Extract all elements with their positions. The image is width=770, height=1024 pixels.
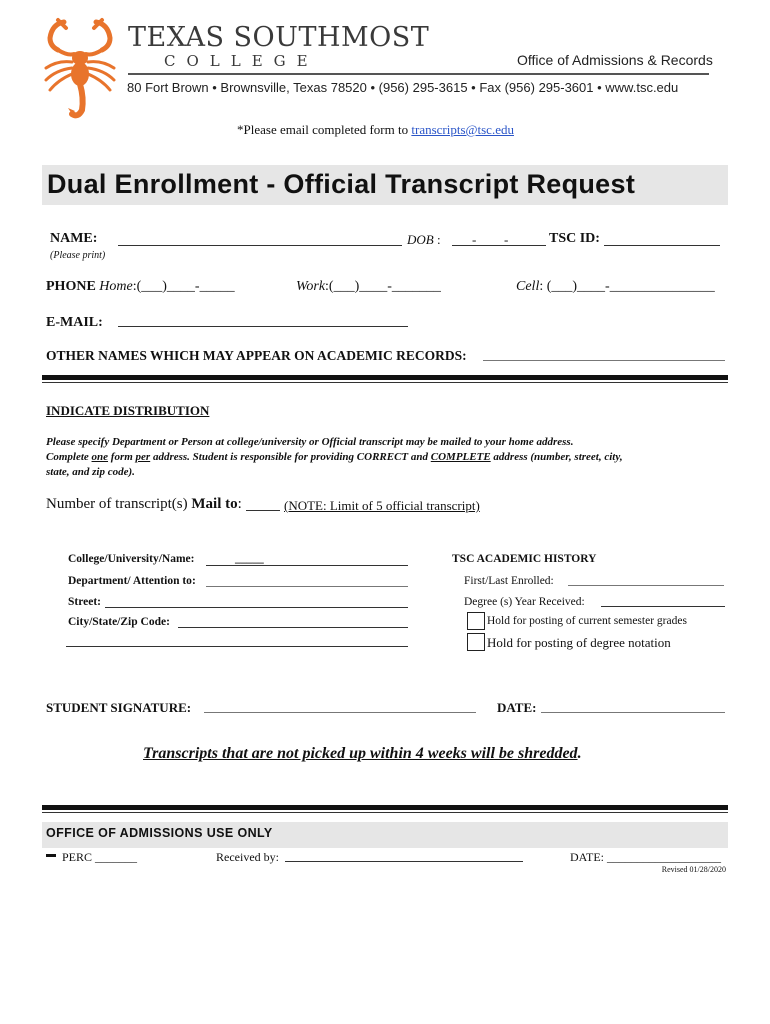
email-link[interactable]: transcripts@tsc.edu bbox=[411, 122, 514, 137]
tsc-id-label: TSC ID: bbox=[549, 231, 600, 246]
city-state-zip-field[interactable] bbox=[178, 627, 408, 628]
work-label: Work bbox=[296, 279, 326, 294]
transcript-count-label bbox=[46, 496, 242, 513]
name-field[interactable] bbox=[118, 245, 402, 246]
hold-grades-label: Hold for posting of current semester grades bbox=[487, 615, 687, 627]
dob-label: DOB bbox=[407, 232, 434, 247]
college-name-label: College/University/Name: bbox=[68, 553, 195, 565]
office-divider-thin bbox=[42, 812, 728, 813]
address-extra-line[interactable] bbox=[66, 646, 408, 647]
department-label-group bbox=[68, 575, 196, 587]
college-name-field[interactable] bbox=[206, 565, 408, 566]
college-address: 80 Fort Brown • Brownsville, Texas 78520 • (956) 295-3615 • Fax (956) 295-3601 • www.tsc.edu bbox=[127, 80, 679, 95]
signature-field[interactable] bbox=[204, 712, 476, 713]
signature-label: STUDENT SIGNATURE: bbox=[46, 700, 192, 715]
office-divider-thick bbox=[42, 805, 728, 810]
transcript-limit-note: (NOTE: Limit of 5 official transcript) bbox=[284, 498, 480, 513]
section-divider-thick bbox=[42, 375, 728, 380]
instr2-one: one bbox=[91, 451, 109, 463]
perc-mark: ▬ bbox=[46, 849, 56, 860]
hold-degree-label: Hold for posting of degree notation bbox=[487, 635, 671, 650]
tsc-id-field[interactable] bbox=[604, 245, 720, 246]
email-label: E-MAIL: bbox=[46, 315, 103, 330]
received-by-field[interactable] bbox=[285, 861, 523, 862]
other-names-label: OTHER NAMES WHICH MAY APPEAR ON ACADEMIC RECORDS: bbox=[46, 348, 467, 363]
count-label-c: : bbox=[237, 496, 242, 512]
dob-separator-1: - bbox=[472, 232, 477, 247]
email-note-text: *Please email completed form to bbox=[237, 122, 412, 137]
cell-label: Cell bbox=[516, 279, 540, 294]
scorpion-icon bbox=[42, 14, 118, 122]
street-field[interactable] bbox=[105, 607, 408, 608]
phone-cell-group bbox=[516, 279, 715, 295]
hold-grades-checkbox[interactable] bbox=[467, 612, 485, 630]
revised-date: Revised 01/28/2020 bbox=[661, 865, 726, 874]
dob-colon: : bbox=[436, 232, 441, 247]
academic-history-heading: TSC ACADEMIC HISTORY bbox=[452, 553, 597, 565]
form-title: Dual Enrollment - Official Transcript Request bbox=[47, 169, 636, 199]
transcript-count-field[interactable] bbox=[246, 510, 280, 511]
home-label: Home bbox=[99, 279, 133, 294]
instr2-per: per bbox=[135, 451, 151, 463]
street-label: Street: bbox=[68, 596, 101, 608]
instr2-complete: COMPLETE bbox=[430, 451, 491, 463]
dob-label-group bbox=[407, 232, 441, 248]
hold-degree-checkbox[interactable] bbox=[467, 633, 485, 651]
dob-separator-2: - bbox=[504, 232, 509, 247]
count-label-b: Mail to bbox=[191, 496, 238, 512]
shred-warning-period: . bbox=[577, 745, 582, 762]
office-date-field[interactable]: DATE: ___________________ bbox=[570, 850, 721, 864]
signature-date-label: DATE: bbox=[497, 700, 537, 715]
work-phone-field[interactable]: :(___)____-_______ bbox=[325, 279, 441, 294]
instr2-b: form bbox=[108, 451, 136, 463]
shred-warning bbox=[143, 745, 582, 763]
instr2-d: address (number, street, city, bbox=[490, 451, 623, 463]
enrolled-field[interactable] bbox=[568, 585, 724, 586]
shred-warning-text: Transcripts that are not picked up within 4 weeks will be shredded bbox=[143, 745, 578, 762]
count-label-a: Number of transcript(s) bbox=[46, 496, 192, 512]
please-print-note: (Please print) bbox=[50, 250, 106, 261]
email-field[interactable] bbox=[118, 326, 408, 327]
other-names-field[interactable] bbox=[483, 360, 725, 361]
instr2-a: Complete bbox=[46, 451, 92, 463]
signature-date-field[interactable] bbox=[541, 712, 725, 713]
home-phone-field[interactable]: :(___)____-_____ bbox=[132, 279, 235, 294]
email-note bbox=[237, 122, 514, 138]
name-label: NAME: bbox=[50, 231, 98, 246]
instr2-c: address. Student is responsible for providing CORRECT and bbox=[150, 451, 431, 463]
enrolled-label: First/Last Enrolled: bbox=[464, 575, 554, 587]
cell-phone-field[interactable]: : (___)____-_______________ bbox=[539, 279, 715, 294]
phone-work-group bbox=[296, 279, 441, 295]
office-name: Office of Admissions & Records bbox=[517, 52, 713, 68]
degree-year-field[interactable] bbox=[601, 606, 725, 607]
phone-home-group bbox=[46, 279, 235, 295]
department-field[interactable] bbox=[206, 586, 408, 587]
dob-field[interactable] bbox=[452, 245, 546, 246]
distribution-instructions-3: state, and zip code). bbox=[46, 466, 135, 478]
distribution-heading: INDICATE DISTRIBUTION bbox=[46, 403, 210, 418]
college-name: TEXAS SOUTHMOST bbox=[128, 22, 430, 53]
perc-field[interactable]: PERC _______ bbox=[62, 850, 138, 864]
section-divider-thin bbox=[42, 382, 728, 383]
office-use-title: OFFICE OF ADMISSIONS USE ONLY bbox=[46, 826, 273, 840]
degree-label: Degree (s) Year Received: bbox=[464, 596, 585, 608]
city-label-group bbox=[68, 616, 170, 628]
city-label: City/State/Zip Code bbox=[68, 616, 167, 628]
letterhead-rule bbox=[128, 73, 709, 75]
city-colon: : bbox=[166, 616, 170, 628]
distribution-instructions-1: Please specify Department or Person at college/university or Official transcript may be mailed to your home address. bbox=[46, 436, 574, 448]
college-name-fill: _____ bbox=[235, 553, 264, 565]
phone-label: PHONE bbox=[46, 279, 96, 294]
distribution-instructions-2 bbox=[46, 451, 623, 463]
received-by-label: Received by: bbox=[216, 850, 279, 864]
department-colon: : bbox=[191, 575, 196, 587]
department-label: Department/ Attention to bbox=[68, 575, 192, 587]
college-subtitle: COLLEGE bbox=[164, 52, 319, 70]
